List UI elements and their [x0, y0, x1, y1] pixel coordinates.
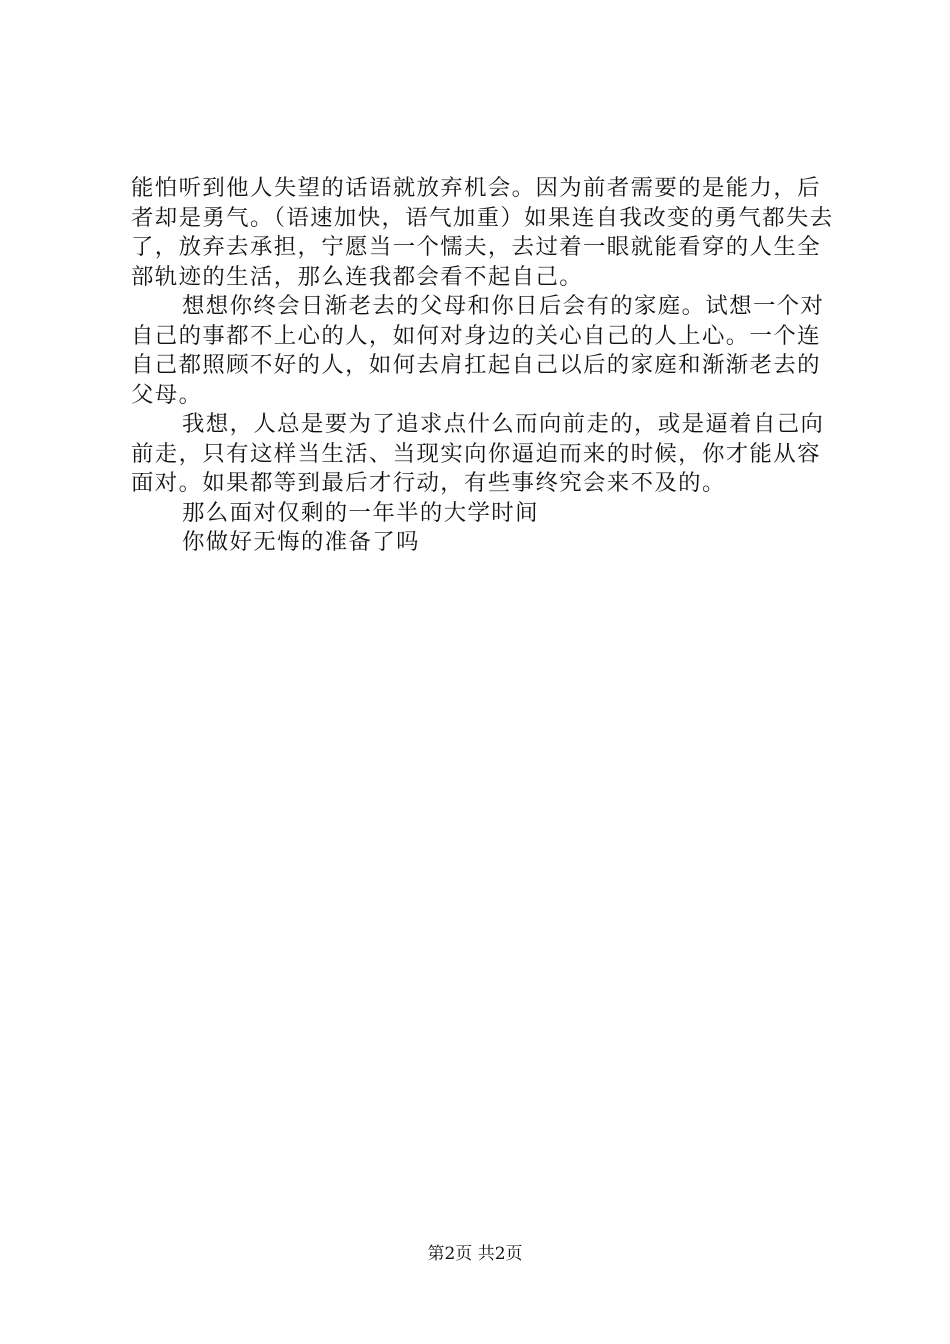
paragraph-1: 能怕听到他人失望的话语就放弃机会。因为前者需要的是能力，后者却是勇气。（语速加快，语气加重）如果连自我改变的勇气都失去了，放弃去承担，宁愿当一个懦夫，去过着一眼就能看穿的人生全部轨迹的生活，那么连我都会看不起自己。 [131, 175, 834, 290]
paragraph-4: 那么面对仅剩的一年半的大学时间 [182, 499, 539, 526]
document-body [131, 174, 838, 558]
page-footer [0, 1242, 950, 1266]
paragraph-5: 你做好无悔的准备了吗 [182, 529, 420, 555]
page-number-label: 第2页 共2页 [427, 1244, 523, 1264]
paragraph-2: 想想你终会日渐老去的父母和你日后会有的家庭。试想一个对自己的事都不上心的人，如何对身边的关心自己的人上心。一个连自己都照顾不好的人，如何去肩扛起自己以后的家庭和渐渐老去的父母。 [131, 293, 825, 408]
paragraph-3: 我想，人总是要为了追求点什么而向前走的，或是逼着自己向前走，只有这样当生活、当现实向你逼迫而来的时候，你才能从容面对。如果都等到最后才行动，有些事终究会来不及的。 [131, 411, 825, 496]
